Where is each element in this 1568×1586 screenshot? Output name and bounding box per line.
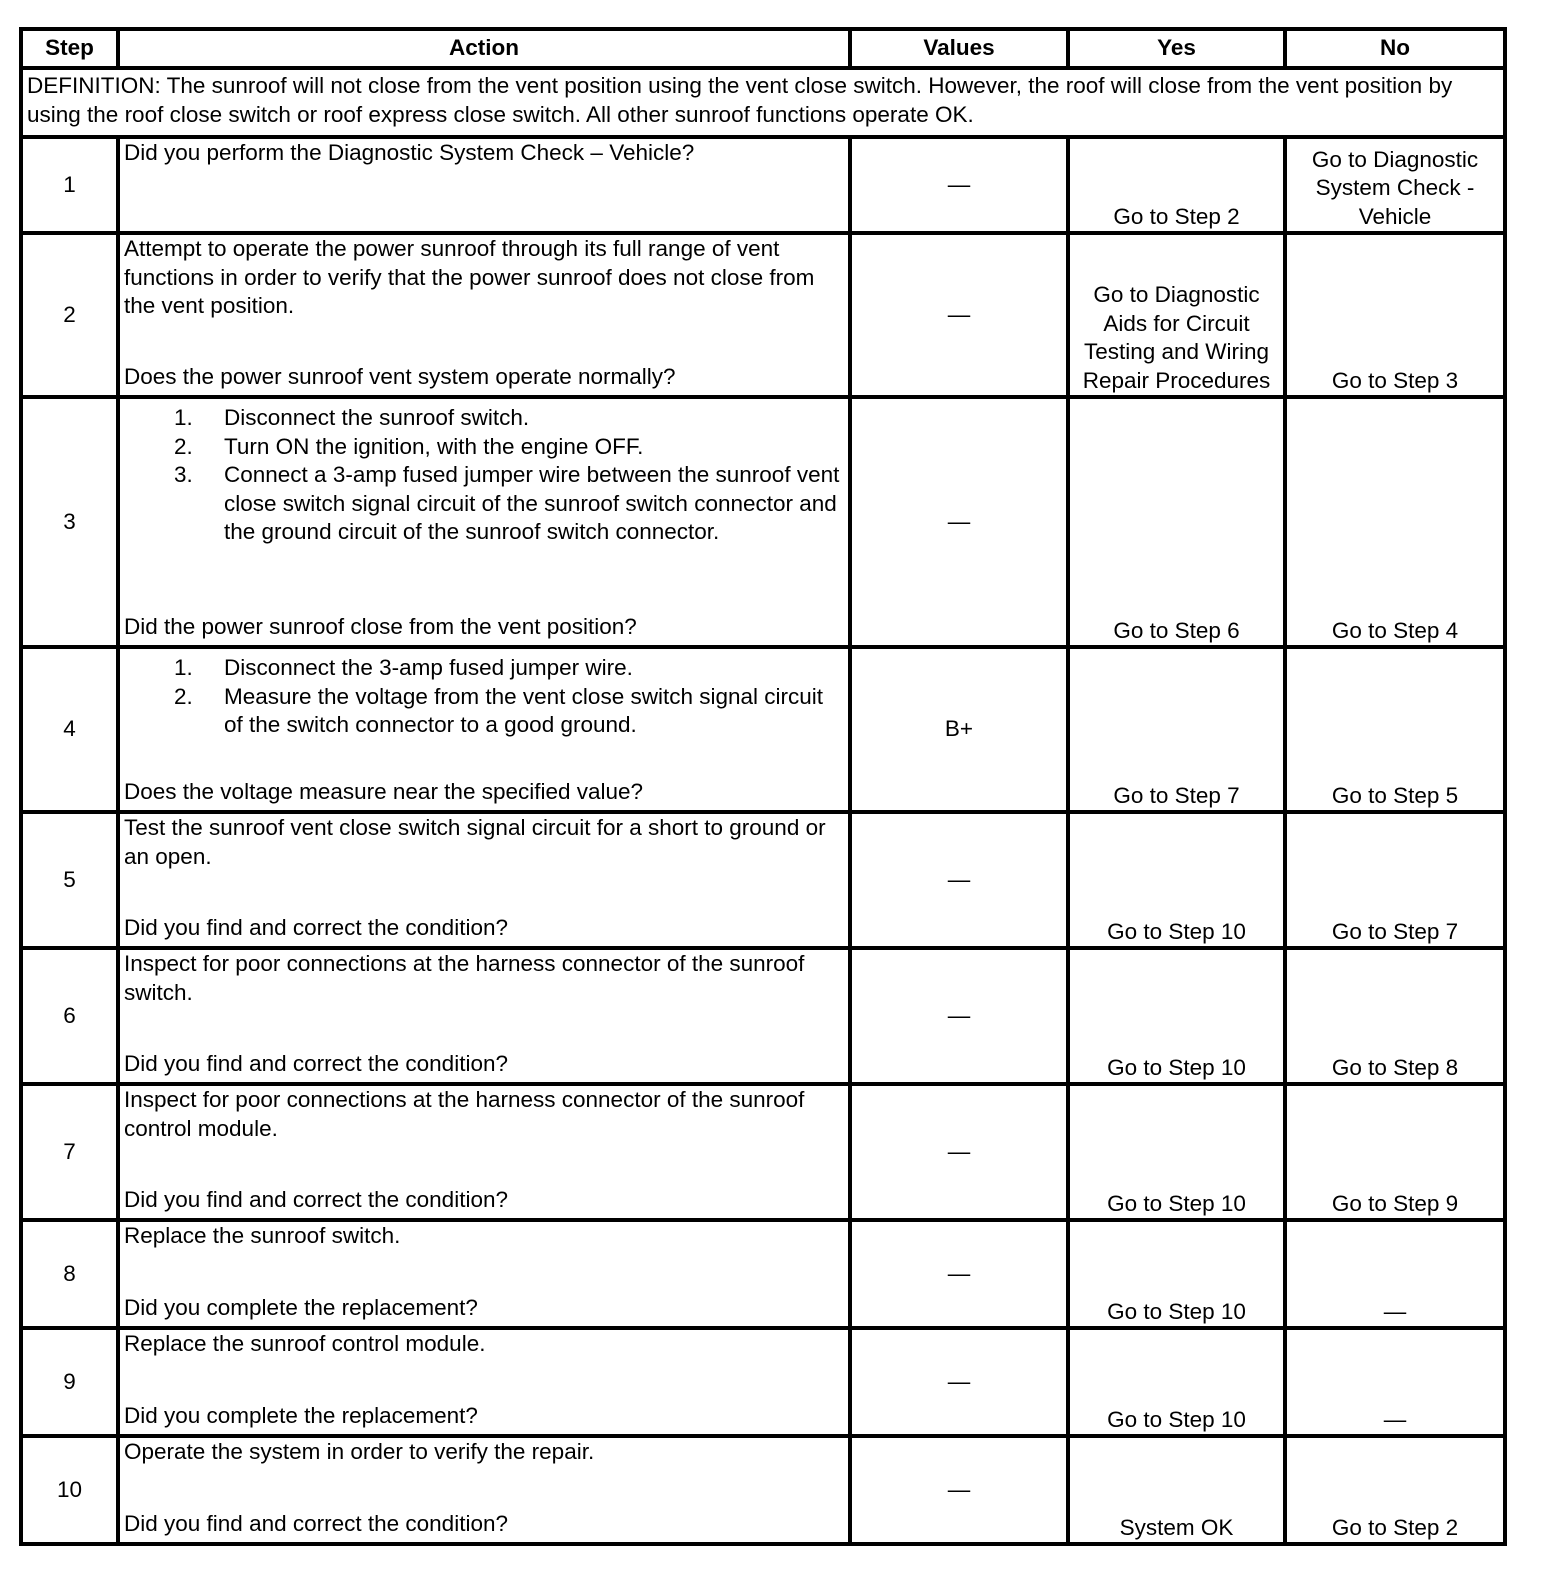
- list-item-text: Disconnect the 3-amp fused jumper wire.: [224, 655, 633, 680]
- value-cell: —: [850, 812, 1068, 948]
- no-cell: Go to Step 2: [1285, 1436, 1505, 1544]
- table-row: [21, 1328, 1505, 1436]
- list-item: 1. Disconnect the 3-amp fused jumper wire.: [174, 655, 633, 680]
- table-row: [21, 397, 1505, 647]
- table-row: [21, 1084, 1505, 1220]
- action-cell: [118, 647, 850, 812]
- step-number: 6: [21, 948, 118, 1084]
- table-row: [21, 233, 1505, 397]
- action-question: Did you find and correct the condition?: [124, 1186, 508, 1212]
- header-yes: Yes: [1068, 29, 1285, 68]
- action-cell: [118, 233, 850, 397]
- action-cell: [118, 1436, 850, 1544]
- action-question: Does the power sunroof vent system operate normally?: [124, 363, 676, 389]
- no-cell: Go to Step 7: [1285, 812, 1505, 948]
- action-question: Did you find and correct the condition?: [124, 1050, 508, 1076]
- no-cell: —: [1285, 1328, 1505, 1436]
- step-number: 10: [21, 1436, 118, 1544]
- yes-cell: Go to Step 7: [1068, 647, 1285, 812]
- action-text: Test the sunroof vent close switch signal circuit for a short to ground or an open.: [124, 815, 826, 869]
- action-cell: [118, 137, 850, 233]
- header-row: [21, 29, 1505, 68]
- action-text: Inspect for poor connections at the harness connector of the sunroof control module.: [124, 1087, 805, 1141]
- step-number: 9: [21, 1328, 118, 1436]
- table-row: [21, 137, 1505, 233]
- step-number: 4: [21, 647, 118, 812]
- header-no: No: [1285, 29, 1505, 68]
- step-number: 3: [21, 397, 118, 647]
- action-question: Does the voltage measure near the specified value?: [124, 778, 644, 804]
- table-row: [21, 948, 1505, 1084]
- action-list: [124, 654, 844, 740]
- diagnostic-table: [19, 27, 1507, 1546]
- action-text: Replace the sunroof switch.: [124, 1223, 401, 1248]
- no-cell: —: [1285, 1220, 1505, 1328]
- action-question: Did you find and correct the condition?: [124, 914, 508, 940]
- action-cell: [118, 948, 850, 1084]
- no-cell: Go to Step 9: [1285, 1084, 1505, 1220]
- definition-text: DEFINITION: The sunroof will not close from the vent position using the vent close switch. However, the roof will close from the vent position by using the roof close switch or roof express close switch. All other sunroof functions operate OK.: [21, 68, 1505, 137]
- step-number: 1: [21, 137, 118, 233]
- table-row: [21, 1220, 1505, 1328]
- action-text: Operate the system in order to verify the repair.: [124, 1439, 595, 1464]
- no-cell: Go to Diagnostic System Check - Vehicle: [1285, 137, 1505, 233]
- value-cell: —: [850, 1328, 1068, 1436]
- value-cell: —: [850, 137, 1068, 233]
- yes-cell: Go to Step 6: [1068, 397, 1285, 647]
- step-number: 7: [21, 1084, 118, 1220]
- header-values: Values: [850, 29, 1068, 68]
- yes-cell: Go to Step 10: [1068, 948, 1285, 1084]
- action-question: Did you complete the replacement?: [124, 1402, 478, 1428]
- action-text: Inspect for poor connections at the harness connector of the sunroof switch.: [124, 951, 805, 1005]
- yes-cell: Go to Step 10: [1068, 812, 1285, 948]
- yes-cell: System OK: [1068, 1436, 1285, 1544]
- list-item: 3. Connect a 3-amp fused jumper wire between the sunroof vent close switch signal circuit of the sunroof switch connector and the ground circuit of the sunroof switch connector.: [174, 462, 840, 544]
- table-row: [21, 1436, 1505, 1544]
- action-cell: [118, 397, 850, 647]
- step-number: 8: [21, 1220, 118, 1328]
- value-cell: —: [850, 233, 1068, 397]
- value-cell: —: [850, 1084, 1068, 1220]
- yes-cell: Go to Step 10: [1068, 1328, 1285, 1436]
- action-cell: [118, 1084, 850, 1220]
- value-cell: —: [850, 1436, 1068, 1544]
- action-list: [124, 404, 844, 547]
- list-item-text: Measure the voltage from the vent close switch signal circuit of the switch connector to a good ground.: [224, 683, 824, 737]
- action-question: Did the power sunroof close from the vent position?: [124, 613, 637, 639]
- action-question: Did you find and correct the condition?: [124, 1510, 508, 1536]
- step-number: 2: [21, 233, 118, 397]
- yes-cell: Go to Step 10: [1068, 1220, 1285, 1328]
- action-cell: [118, 1220, 850, 1328]
- list-item-text: Disconnect the sunroof switch.: [224, 405, 530, 430]
- action-cell: [118, 1328, 850, 1436]
- value-cell: B+: [850, 647, 1068, 812]
- list-item-text: Connect a 3-amp fused jumper wire between the sunroof vent close switch signal circuit of the sunroof switch connector and the ground circuit of the sunroof switch connector.: [224, 462, 840, 544]
- list-item-text: Turn ON the ignition, with the engine OFF.: [224, 433, 644, 459]
- header-step: Step: [21, 29, 118, 68]
- value-cell: —: [850, 1220, 1068, 1328]
- yes-cell: Go to Diagnostic Aids for Circuit Testing and Wiring Repair Procedures: [1068, 233, 1285, 397]
- list-item: 1. Disconnect the sunroof switch.: [174, 405, 530, 430]
- table-row: [21, 647, 1505, 812]
- no-cell: Go to Step 8: [1285, 948, 1505, 1084]
- action-question: Did you complete the replacement?: [124, 1294, 478, 1320]
- header-action: Action: [118, 29, 850, 68]
- step-number: 5: [21, 812, 118, 948]
- yes-cell: Go to Step 2: [1068, 137, 1285, 233]
- yes-cell: Go to Step 10: [1068, 1084, 1285, 1220]
- list-item: 2. Turn ON the ignition, with the engine OFF.: [174, 433, 644, 459]
- action-text: Did you perform the Diagnostic System Check – Vehicle?: [124, 140, 695, 165]
- list-item: 2. Measure the voltage from the vent close switch signal circuit of the switch connector to a good ground.: [174, 683, 824, 737]
- value-cell: —: [850, 397, 1068, 647]
- action-text: Attempt to operate the power sunroof through its full range of vent functions in order to verify that the power sunroof does not close from the vent position.: [124, 236, 815, 318]
- action-text: Replace the sunroof control module.: [124, 1331, 486, 1356]
- action-cell: [118, 812, 850, 948]
- value-cell: —: [850, 948, 1068, 1084]
- no-cell: Go to Step 4: [1285, 397, 1505, 647]
- table-row: [21, 812, 1505, 948]
- no-cell: Go to Step 3: [1285, 233, 1505, 397]
- definition-row: [21, 68, 1505, 137]
- no-cell: Go to Step 5: [1285, 647, 1505, 812]
